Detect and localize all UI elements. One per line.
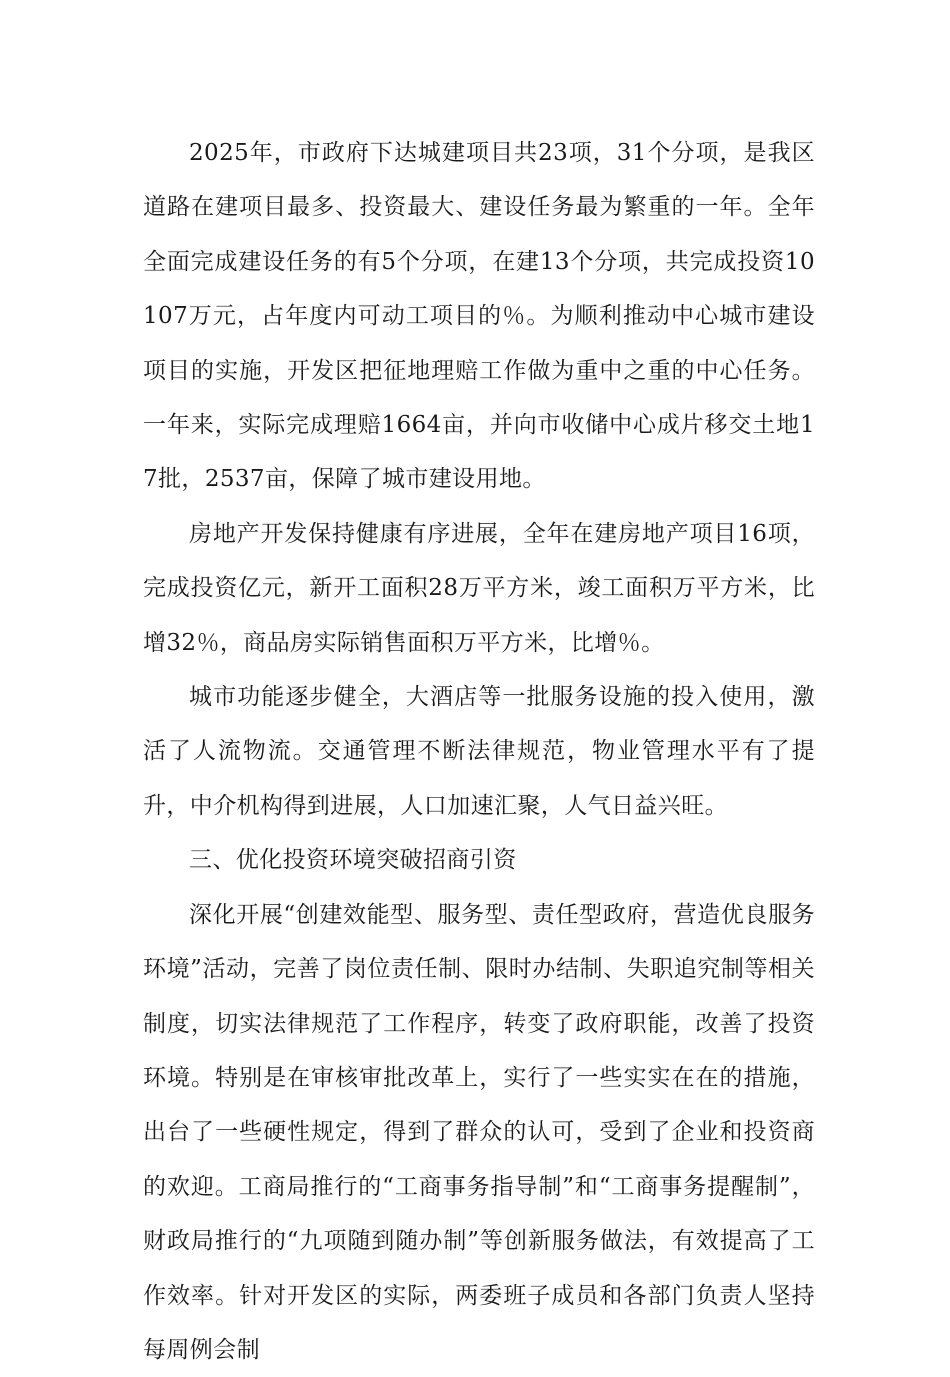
paragraph-real-estate: 房地产开发保持健康有序进展，全年在建房地产项目16项，完成投资亿元，新开工面积28万平方米，竣工面积万平方米，比增32％，商品房实际销售面积万平方米，比增％。 [143, 520, 815, 656]
paragraph-city-functions: 城市功能逐步健全，大酒店等一批服务设施的投入使用，激活了人流物流。交通管理不断法律规范，物业管理水平有了提升，中介机构得到进展，人口加速汇聚，人气日益兴旺。 [143, 684, 815, 819]
paragraph-urban-construction: 2025年，市政府下达城建项目共23项，31个分项，是我区道路在建项目最多、投资最大、建设任务最为繁重的一年。全年全面完成建设任务的有5个分项，在建13个分项，共完成投资10107万元，占年度内可动工项目的％。为顺利推动中心城市建设项目的实施，开发区把征地理赔工作做为重中之重的中心任务。一年来，实际完成理赔1664亩，并向市收储中心成片移交土地17批，2537亩，保障了城市建设用地。 [143, 140, 815, 493]
section-heading: 三、优化投资环境突破招商引资 [189, 847, 517, 874]
paragraph-investment-environment: 深化开展“创建效能型、服务型、责任型政府，营造优良服务环境”活动，完善了岗位责任制、限时办结制、失职追究制等相关制度，切实法律规范了工作程序，转变了政府职能，改善了投资环境。特别是在审核审批改革上，实行了一些实实在在的措施，出台了一些硬性规定，得到了群众的认可，受到了企业和投资商的欢迎。工商局推行的“工商事务指导制”和“工商事务提醒制”，财政局推行的“九项随到随办制”等创新服务做法，有效提高了工作效率。针对开发区的实际，两委班子成员和各部门负责人坚持每周例会制 [143, 901, 815, 1363]
document-body [143, 126, 815, 1377]
